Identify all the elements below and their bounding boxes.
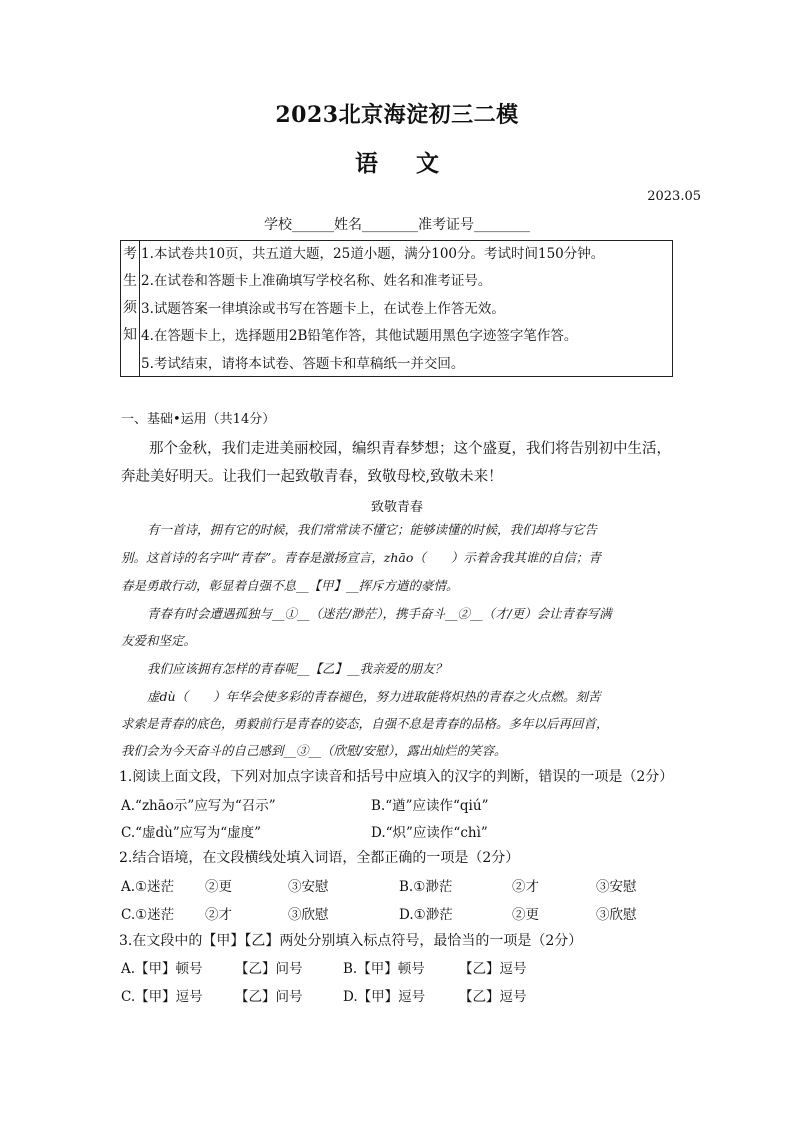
question-2-option-a-2: ②更: [205, 879, 232, 895]
question-3-option-c: C.【甲】逗号: [121, 989, 203, 1005]
article-line: 我们会为今天奋斗的自己感到__③__（欣慰/安慰），露出灿烂的笑容。: [121, 743, 507, 758]
exam-date: 2023.05: [647, 189, 701, 204]
question-2-option-c: C.①迷茫: [121, 907, 175, 923]
question-1-option-c: C.“虚dù”应写为“虚度”: [121, 825, 262, 841]
section-heading: 一、基础•运用（共14分）: [121, 412, 276, 427]
question-1-option-a: A.“zhāo示”应写为“召示”: [121, 798, 276, 814]
question-3-option-d: D.【甲】逗号: [343, 989, 426, 1005]
notice-box: [120, 240, 673, 377]
article-line: 有一首诗，拥有它的时候，我们常常读不懂它；能够读懂的时候，我们却将与它告: [147, 522, 598, 537]
article-line: 别。这首诗的名字叫“青春”。青春是激扬宣言，zhāo（ ）示着舍我其谁的自信；青: [121, 550, 601, 565]
article-line: 青春有时会遭遇孤独与__①__（迷茫/渺茫），携手奋斗__②__（才/更）会让青春写满: [147, 606, 612, 621]
question-2-option-b-2: ②才: [512, 879, 539, 895]
notice-items: [141, 241, 604, 378]
notice-item: 1.本试卷共10页，共五道大题，25道小题，满分100分。考试时间150分钟。: [141, 246, 605, 262]
question-2-stem: 2.结合语境，在文段横线处填入词语，全都正确的一项是（2分）: [119, 850, 520, 866]
notice-label-char: 生: [123, 273, 137, 289]
question-2-option-b: B.①渺茫: [399, 879, 453, 895]
question-3-option-c-2: 【乙】问号: [235, 989, 303, 1005]
notice-label: [121, 241, 140, 376]
question-3-option-a-2: 【乙】问号: [235, 961, 303, 977]
notice-item: 2.在试卷和答题卡上准确填写学校名称、姓名和准考证号。: [141, 273, 492, 290]
question-2-option-c-2: ②才: [205, 907, 232, 923]
article-line: 友爱和坚定。: [121, 633, 197, 648]
notice-label-char: 须: [123, 300, 137, 316]
notice-item: 3.试题答案一律填涂或书写在答题卡上，在试卷上作答无效。: [141, 300, 505, 317]
notice-item: 5.考试结束，请将本试卷、答题卡和草稿纸一并交回。: [141, 355, 465, 372]
notice-label-char: 考: [123, 246, 137, 262]
notice-label-char: 知: [123, 327, 137, 343]
question-3-option-b-2: 【乙】逗号: [459, 961, 527, 977]
question-2-option-c-3: ③欣慰: [288, 907, 329, 923]
question-1-option-b: B.“遒”应读作“qiú”: [371, 798, 489, 814]
question-2-option-d-3: ③欣慰: [596, 907, 637, 923]
question-2-option-a: A.①迷茫: [121, 879, 175, 895]
article-line: 我们应该拥有怎样的青春呢__【乙】__我亲爱的朋友？: [147, 661, 448, 676]
question-1-option-d: D.“炽”应读作“chì”: [371, 825, 488, 841]
notice-item: 4.在答题卡上，选择题用2B铅笔作答，其他试题用黑色字迹签字笔作答。: [141, 328, 578, 345]
question-2-option-a-3: ③安慰: [288, 879, 329, 895]
question-2-option-b-3: ③安慰: [596, 879, 637, 895]
subject-title: 语 文: [354, 150, 439, 177]
question-3-option-b: B.【甲】顿号: [343, 961, 425, 977]
intro-paragraph: 那个金秋，我们走进美丽校园，编织青春梦想；这个盛夏，我们将告别初中生活，奔赴美好明天。让我们一起致敬青春，致敬母校,致敬未来！: [121, 441, 671, 485]
question-2-option-d: D.①渺茫: [399, 907, 453, 923]
question-2-option-d-2: ②更: [512, 907, 539, 923]
student-info-line: 学校______姓名________准考证号________: [264, 217, 530, 233]
question-3-stem: 3.在文段中的【甲】【乙】两处分别填入标点符号，最恰当的一项是（2分）: [119, 933, 583, 949]
article-line: 春是勇敢行动，彰显着自强不息__【甲】__挥斥方遒的豪情。: [121, 578, 459, 593]
article-line: 求索是青春的底色，勇毅前行是青春的姿态，自强不息是青春的品格。多年以后再回首，: [121, 716, 609, 731]
question-1-stem: 1.阅读上面文段，下列对加点字读音和括号中应填入的汉字的判断，错误的一项是（2分）: [119, 769, 674, 785]
question-3-option-d-2: 【乙】逗号: [459, 989, 527, 1005]
article-line: 虚dù（ ）年华会使多彩的青春褪色，努力进取能将炽热的青春之火点燃。刻苦: [147, 689, 601, 704]
page-title: 2023北京海淀初三二模: [275, 102, 519, 128]
question-3-option-a: A.【甲】顿号: [121, 961, 203, 977]
article-title: 致敬青春: [370, 500, 423, 515]
